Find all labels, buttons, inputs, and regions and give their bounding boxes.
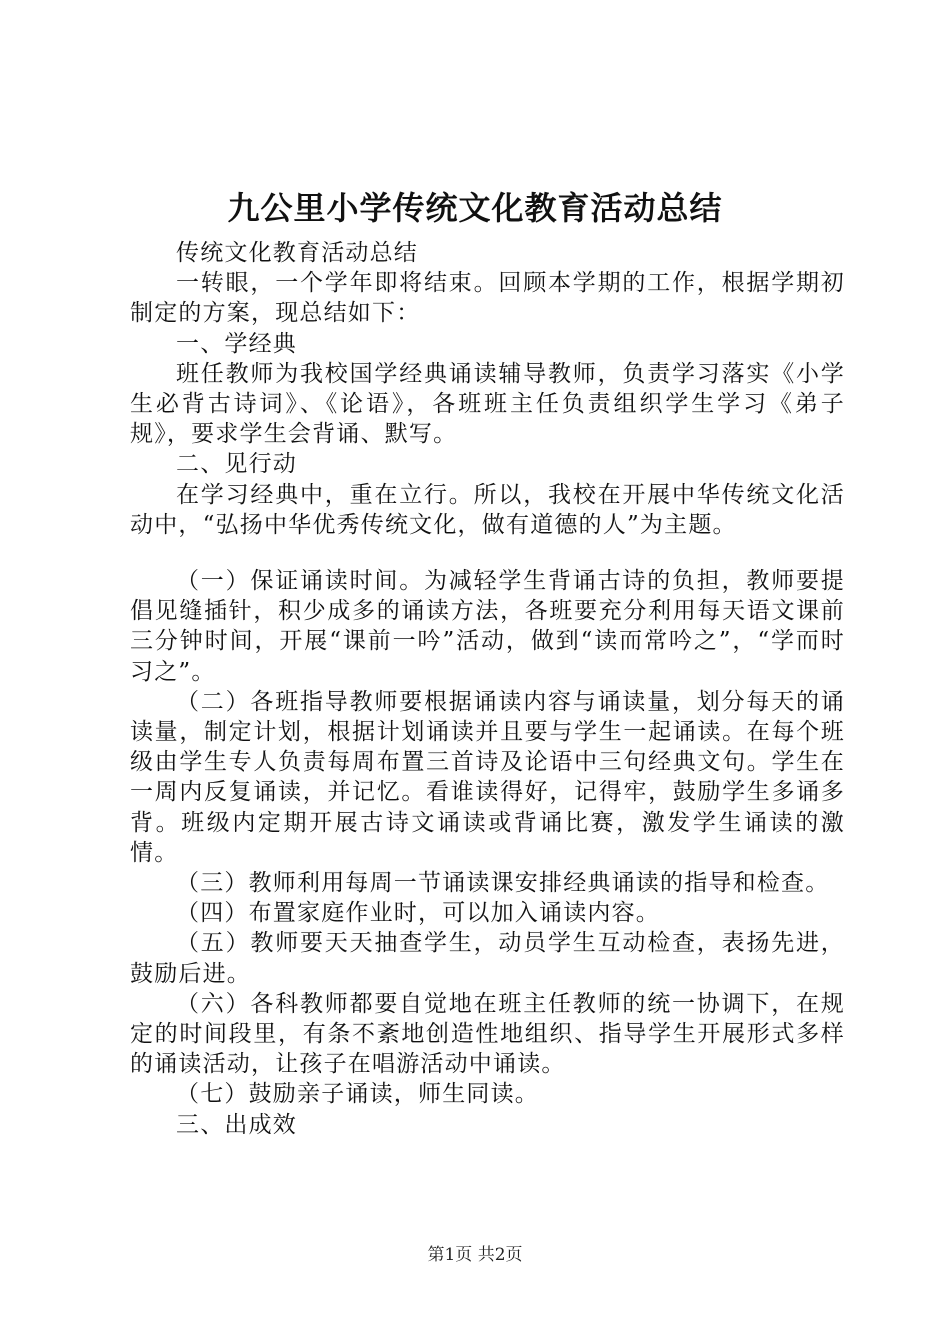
document-body (130, 238, 845, 1140)
document-title: 九公里小学传统文化教育活动总结 (227, 189, 723, 227)
section-1-paragraph: 班任教师为我校国学经典诵读辅导教师，负责学习落实《小学生必背古诗词》、《论语》，各班班主任负责组织学生学习《弟子规》，要求学生会背诵、默写。 (130, 360, 845, 448)
page-footer: 第1页 共2页 (427, 1245, 523, 1265)
section-heading-3: 三、出成效 (176, 1111, 297, 1138)
section-heading-2: 二、见行动 (176, 451, 297, 478)
item-7-paragraph: （七）鼓励亲子诵读，师生同读。 (176, 1081, 539, 1108)
section-2-paragraph: 在学习经典中，重在立行。所以，我校在开展中华传统文化活动中，“弘扬中华优秀传统文化，做有道德的人”为主题。 (130, 481, 845, 538)
item-4-paragraph: （四）布置家庭作业时，可以加入诵读内容。 (176, 900, 660, 927)
item-2-paragraph: （二）各班指导教师要根据诵读内容与诵读量，划分每天的诵读量，制定计划，根据计划诵读并且要与学生一起诵读。在每个班级由学生专人负责每周布置三首诗及论语中三句经典文句。学生在一周内反复诵读，并记忆。看谁读得好，记得牢，鼓励学生多诵多背。班级内定期开展古诗文诵读或背诵比赛，激发学生诵读的激情。 (130, 688, 845, 866)
item-3-paragraph: （三）教师利用每周一节诵读课安排经典诵读的指导和检查。 (176, 870, 830, 897)
item-1-paragraph: （一）保证诵读时间。为减轻学生背诵古诗的负担，教师要提倡见缝插针，积少成多的诵读方法，各班要充分利用每天语文课前三分钟时间，开展“课前一吟”活动，做到“读而常吟之”，“学而时习之”。 (130, 568, 845, 685)
item-5-paragraph: （五）教师要天天抽查学生，动员学生互动检查，表扬先进，鼓励后进。 (130, 930, 845, 987)
intro-paragraph: 一转眼，一个学年即将结束。回顾本学期的工作，根据学期初制定的方案，现总结如下： (130, 270, 845, 327)
item-6-paragraph: （六）各科教师都要自觉地在班主任教师的统一协调下，在规定的时间段里，有条不紊地创造性地组织、指导学生开展形式多样的诵读活动，让孩子在唱游活动中诵读。 (130, 990, 845, 1078)
section-heading-1: 一、学经典 (176, 330, 297, 357)
subtitle-paragraph: 传统文化教育活动总结 (176, 240, 418, 266)
